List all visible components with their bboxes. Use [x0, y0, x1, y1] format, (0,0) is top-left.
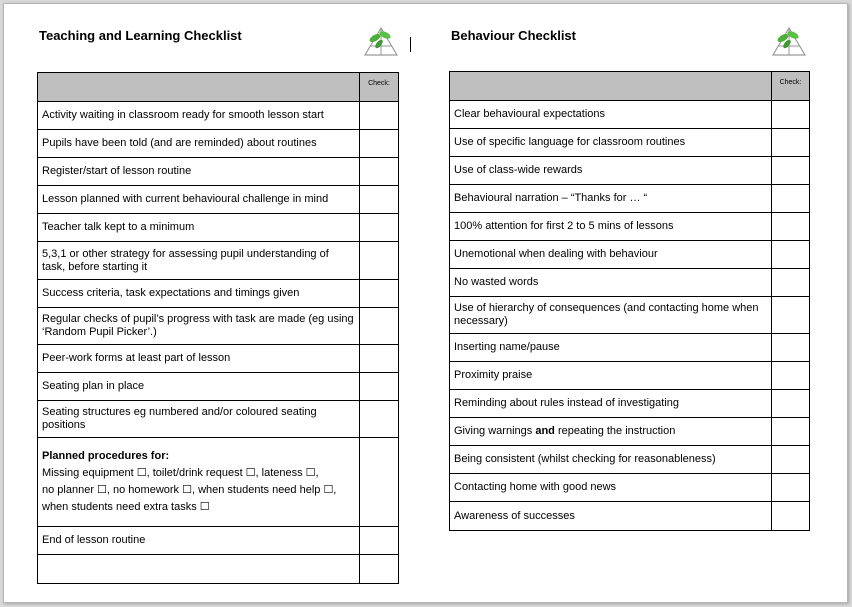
table-row — [450, 446, 810, 474]
table-row — [38, 242, 399, 280]
table-row — [450, 157, 810, 185]
row-label: Behavioural narration – “Thanks for … “ — [450, 185, 772, 213]
plant-triangle-logo-icon — [361, 24, 401, 58]
table-row — [38, 280, 399, 308]
check-cell[interactable] — [360, 555, 399, 584]
table-row — [38, 401, 399, 438]
check-cell[interactable] — [360, 242, 399, 280]
table-row — [450, 269, 810, 297]
plant-triangle-logo-icon — [769, 24, 809, 58]
check-cell[interactable] — [360, 401, 399, 438]
row-text: Giving warnings — [454, 425, 536, 437]
row-label: Clear behavioural expectations — [450, 101, 772, 129]
row-label: No wasted words — [450, 269, 772, 297]
table-row — [450, 418, 810, 446]
table-row — [38, 130, 399, 158]
table-row — [38, 555, 399, 584]
table-row — [450, 213, 810, 241]
check-cell[interactable] — [772, 213, 810, 241]
check-cell[interactable] — [360, 186, 399, 214]
row-label: Peer-work forms at least part of lesson — [38, 345, 360, 373]
row-label — [450, 418, 772, 446]
table-row — [450, 297, 810, 334]
left-title: Teaching and Learning Checklist — [39, 28, 242, 43]
row-label: Pupils have been told (and are reminded) about routines — [38, 130, 360, 158]
check-cell[interactable] — [772, 297, 810, 334]
row-label: Lesson planned with current behavioural challenge in mind — [38, 186, 360, 214]
check-column-header: Check: — [360, 73, 399, 102]
table-row — [38, 102, 399, 130]
check-cell[interactable] — [772, 129, 810, 157]
row-label[interactable] — [38, 555, 360, 584]
row-text: repeating the instruction — [554, 425, 676, 437]
table-row — [450, 502, 810, 531]
table-row — [38, 345, 399, 373]
behaviour-checklist-table — [449, 71, 810, 531]
row-label: 100% attention for first 2 to 5 mins of lessons — [450, 213, 772, 241]
row-label: Activity waiting in classroom ready for smooth lesson start — [38, 102, 360, 130]
row-label: Being consistent (whilst checking for reasonableness) — [450, 446, 772, 474]
table-row — [450, 129, 810, 157]
row-label: Regular checks of pupil’s progress with task are made (eg using ‘Random Pupil Picker’.) — [38, 308, 360, 345]
table-row — [450, 241, 810, 269]
procedures-line: Missing equipment ☐, toilet/drink request ☐, lateness ☐, — [42, 467, 319, 479]
check-cell[interactable] — [772, 390, 810, 418]
check-cell[interactable] — [360, 280, 399, 308]
row-label: Reminding about rules instead of investigating — [450, 390, 772, 418]
check-cell[interactable] — [772, 502, 810, 531]
check-cell[interactable] — [772, 157, 810, 185]
row-text-bold: and — [535, 425, 555, 437]
row-label: 5,3,1 or other strategy for assessing pupil understanding of task, before starting it — [38, 242, 360, 280]
check-cell[interactable] — [360, 102, 399, 130]
check-cell[interactable] — [772, 446, 810, 474]
row-label: Use of class-wide rewards — [450, 157, 772, 185]
header-blank-cell — [38, 73, 360, 102]
check-cell[interactable] — [360, 373, 399, 401]
table-row — [450, 390, 810, 418]
table-row — [450, 362, 810, 390]
procedures-row — [38, 438, 399, 527]
check-cell[interactable] — [360, 438, 399, 527]
table-row — [38, 186, 399, 214]
procedures-cell — [38, 438, 360, 527]
row-label: Seating structures eg numbered and/or coloured seating positions — [38, 401, 360, 438]
document-page — [3, 3, 848, 603]
teaching-checklist-table — [37, 72, 399, 584]
row-label: Use of hierarchy of consequences (and contacting home when necessary) — [450, 297, 772, 334]
check-cell[interactable] — [772, 185, 810, 213]
table-row — [450, 474, 810, 502]
procedures-heading: Planned procedures for: — [42, 450, 170, 462]
check-cell[interactable] — [360, 527, 399, 555]
row-label: Contacting home with good news — [450, 474, 772, 502]
table-row — [38, 214, 399, 242]
row-label: Teacher talk kept to a minimum — [38, 214, 360, 242]
row-label: Unemotional when dealing with behaviour — [450, 241, 772, 269]
row-label: Seating plan in place — [38, 373, 360, 401]
check-cell[interactable] — [360, 130, 399, 158]
check-cell[interactable] — [360, 345, 399, 373]
row-label: Register/start of lesson routine — [38, 158, 360, 186]
check-cell[interactable] — [772, 334, 810, 362]
check-cell[interactable] — [772, 269, 810, 297]
table-row — [450, 101, 810, 129]
check-cell[interactable] — [772, 241, 810, 269]
table-header-row — [38, 73, 399, 102]
header-blank-cell — [450, 72, 772, 101]
row-label: Awareness of successes — [450, 502, 772, 531]
right-title: Behaviour Checklist — [451, 28, 576, 43]
text-cursor — [410, 37, 411, 52]
check-cell[interactable] — [772, 362, 810, 390]
table-row — [450, 185, 810, 213]
check-cell[interactable] — [772, 101, 810, 129]
check-cell[interactable] — [360, 158, 399, 186]
check-cell[interactable] — [360, 308, 399, 345]
row-label: End of lesson routine — [38, 527, 360, 555]
row-label: Use of specific language for classroom routines — [450, 129, 772, 157]
row-label: Inserting name/pause — [450, 334, 772, 362]
procedures-line: no planner ☐, no homework ☐, when students need help ☐, — [42, 484, 337, 496]
table-row — [450, 334, 810, 362]
check-cell[interactable] — [772, 474, 810, 502]
table-row — [38, 158, 399, 186]
check-cell[interactable] — [360, 214, 399, 242]
check-cell[interactable] — [772, 418, 810, 446]
row-label: Proximity praise — [450, 362, 772, 390]
table-row — [38, 527, 399, 555]
check-column-header: Check: — [772, 72, 810, 101]
table-header-row — [450, 72, 810, 101]
procedures-line: when students need extra tasks ☐ — [42, 501, 210, 513]
table-row — [38, 308, 399, 345]
row-label: Success criteria, task expectations and timings given — [38, 280, 360, 308]
table-row — [38, 373, 399, 401]
